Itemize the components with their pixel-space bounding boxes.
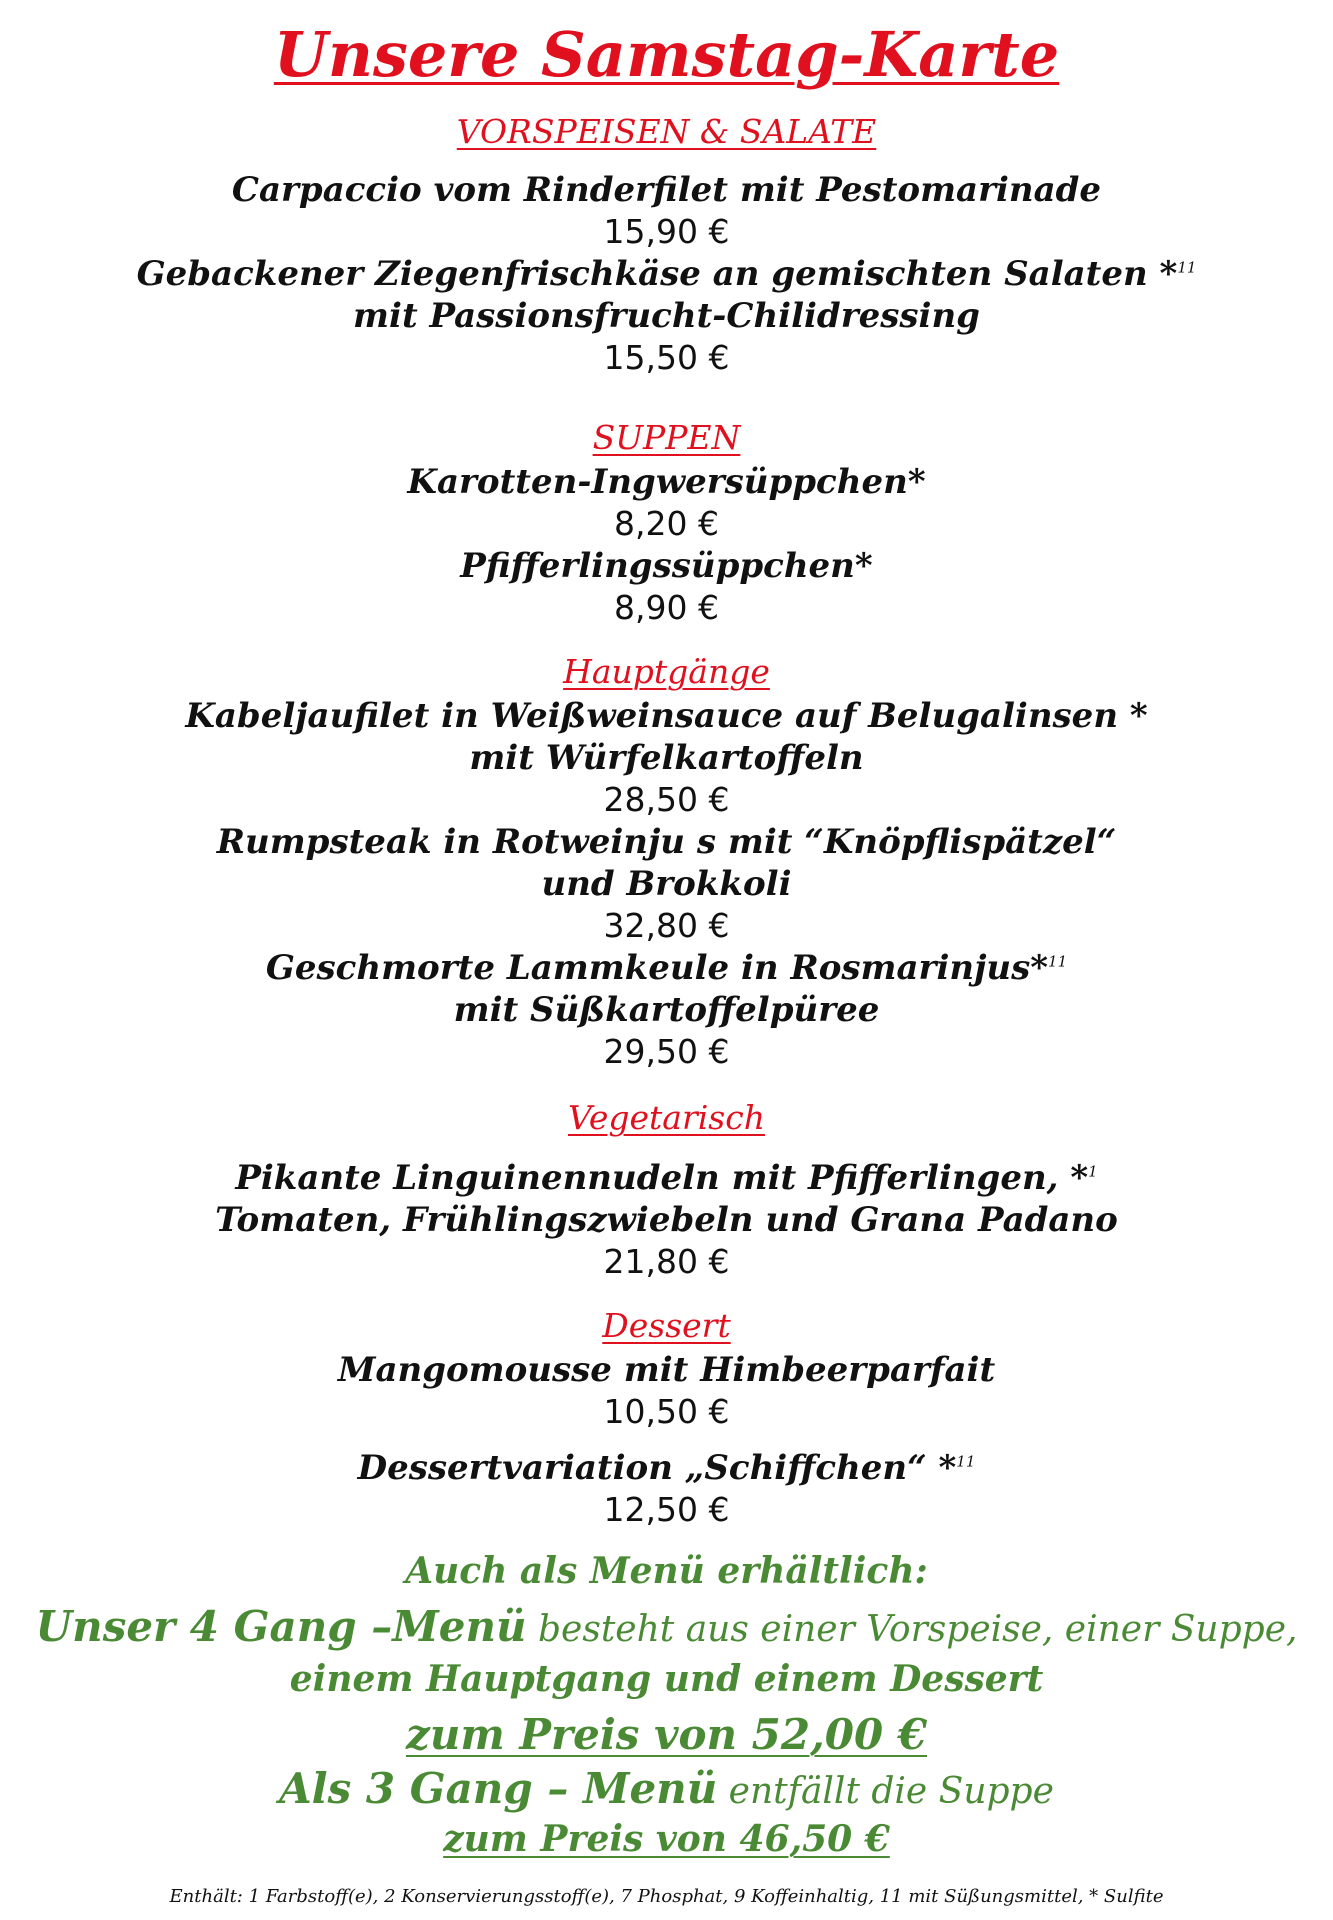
section-heading-suppen: SUPPEN	[592, 418, 741, 457]
section-heading-hauptgaenge: Hauptgänge	[563, 652, 770, 691]
dish-name: Pikante Linguinennudeln mit Pfifferlingen, *$^1$	[235, 1158, 1098, 1198]
dish-price: 21,80 €	[603, 1242, 730, 1281]
dish-price: 32,80 €	[603, 906, 730, 945]
menu-price-4-gang: zum Preis von 52,00 €	[405, 1710, 928, 1759]
dish-price: 8,90 €	[614, 588, 719, 627]
section-heading-vorspeisen: VORSPEISEN & SALATE	[456, 112, 877, 151]
dish-description: mit Süßkartoffelpüree	[453, 990, 880, 1030]
dish-name: Gebackener Ziegenfrischkäse an gemischten Salaten *$^{11}$	[136, 254, 1197, 294]
dish-name: Mangomousse mit Himbeerparfait	[337, 1350, 996, 1390]
dish-price: 12,50 €	[603, 1490, 730, 1529]
menu-offer-4-gang: Unser 4 Gang –Menü besteht aus einer Vorspeise, einer Suppe,	[35, 1602, 1298, 1651]
dish-price: 15,90 €	[603, 212, 730, 251]
section-heading-vegetarisch: Vegetarisch	[568, 1098, 765, 1137]
dish-description: mit Passionsfrucht-Chilidressing	[353, 296, 980, 336]
dish-name: Karotten-Ingwersüppchen*	[407, 462, 926, 502]
dish-name: Kabeljaufilet in Weißweinsauce auf Belugalinsen *	[185, 696, 1148, 736]
dish-name: Pfifferlingssüppchen*	[460, 546, 873, 586]
dish-description: und Brokkoli	[541, 864, 792, 904]
dish-name: Carpaccio vom Rinderfilet mit Pestomarinade	[231, 170, 1102, 210]
menu-offer-3-gang: Als 3 Gang – Menü entfällt die Suppe	[279, 1764, 1054, 1813]
section-heading-dessert: Dessert	[602, 1306, 731, 1345]
dish-price: 29,50 €	[603, 1032, 730, 1071]
dish-name: Geschmorte Lammkeule in Rosmarinjus*$^{11}$	[265, 948, 1068, 988]
dish-price: 8,20 €	[614, 504, 719, 543]
allergen-mark: 1	[1088, 1162, 1098, 1181]
allergen-footnote: Enthält: 1 Farbstoff(e), 2 Konservierungsstoff(e), 7 Phosphat, 9 Koffeinhaltig, 11 mit Süßungsmittel, * Sulfite	[169, 1886, 1164, 1907]
dish-description: Tomaten, Frühlingszwiebeln und Grana Padano	[215, 1200, 1118, 1240]
dish-price: 15,50 €	[603, 338, 730, 377]
menu-offer-headline: Auch als Menü erhältlich:	[405, 1550, 928, 1592]
menu-offer-description: einem Hauptgang und einem Dessert	[289, 1658, 1044, 1700]
dish-price: 10,50 €	[603, 1392, 730, 1431]
allergen-mark: 11	[956, 1452, 976, 1471]
allergen-mark: 11	[1048, 952, 1068, 971]
dish-name: Dessertvariation „Schiffchen“ *$^{11}$	[357, 1448, 976, 1488]
dish-description: mit Würfelkartoffeln	[469, 738, 864, 778]
page-title: Unsere Samstag-Karte	[273, 18, 1060, 91]
dish-price: 28,50 €	[603, 780, 730, 819]
allergen-mark: 11	[1177, 258, 1197, 277]
dish-name: Rumpsteak in Rotweinju s mit “Knöpflispätzel“	[216, 822, 1117, 862]
menu-price-3-gang: zum Preis von 46,50 €	[443, 1818, 890, 1860]
